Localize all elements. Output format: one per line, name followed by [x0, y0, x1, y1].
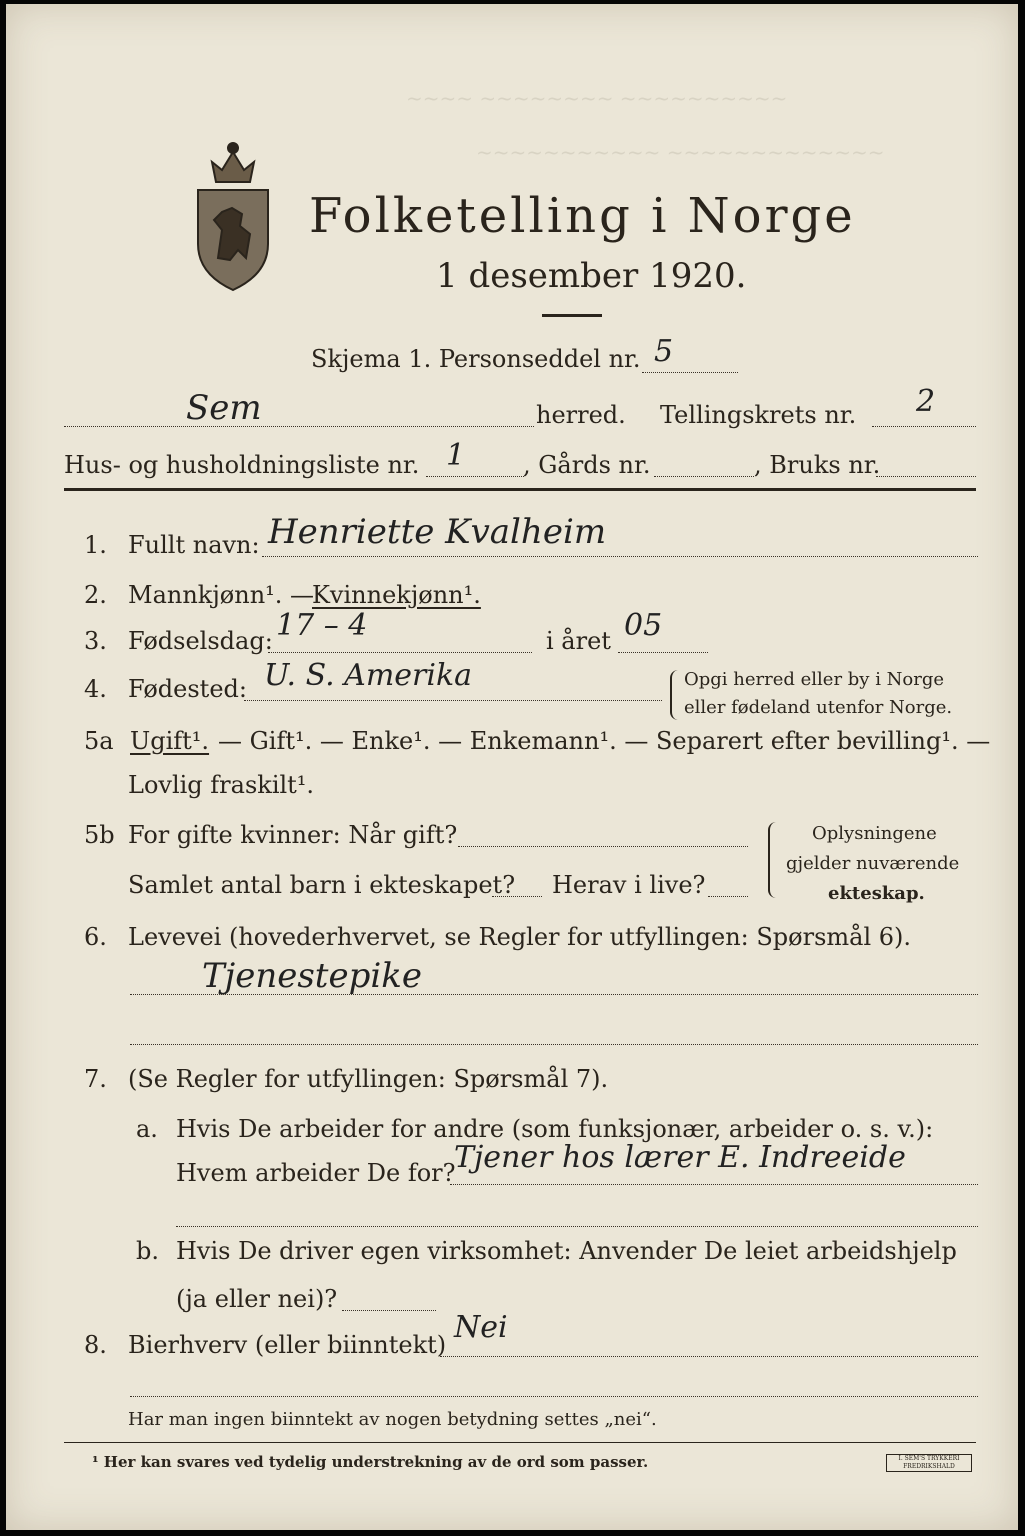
dotted-line: [262, 556, 978, 557]
q3-number: 3.: [84, 627, 107, 655]
q7-label: (Se Regler for utfyllingen: Spørsmål 7).: [128, 1065, 609, 1093]
year-label: i året: [546, 627, 611, 655]
birthplace-value[interactable]: U. S. Amerika: [264, 658, 473, 693]
birthplace-note-1: Opgi herred eller by i Norge: [684, 669, 945, 690]
q1-number: 1.: [84, 531, 107, 559]
header-rule: [64, 488, 976, 491]
dotted-line: [440, 1356, 978, 1357]
dotted-line: [618, 652, 708, 653]
q7b-number: b.: [136, 1237, 159, 1265]
form-title: Folketelling i Norge: [309, 188, 856, 244]
hired-help-label: (ja eller nei)?: [176, 1285, 338, 1313]
side-income-value[interactable]: Nei: [454, 1310, 508, 1345]
form-date: 1 desember 1920.: [436, 256, 747, 296]
dotted-line: [872, 426, 976, 427]
marriage-note-3: ekteskap.: [828, 883, 925, 904]
census-form-page: [6, 4, 1018, 1530]
q4-number: 4.: [84, 675, 107, 703]
q6-number: 6.: [84, 923, 107, 951]
dotted-line: [458, 846, 748, 847]
household-label: Hus- og husholdningsliste nr.: [64, 451, 420, 479]
dotted-line: [492, 896, 542, 897]
employer-label: Hvem arbeider De for?: [176, 1159, 456, 1187]
personseddel-number[interactable]: 5: [654, 334, 674, 369]
female-option[interactable]: Kvinnekjønn¹.: [312, 581, 481, 609]
birth-year-value[interactable]: 05: [624, 608, 663, 643]
marital-options[interactable]: — Gift¹. — Enke¹. — Enkemann¹. — Separert efter bevilling¹. —: [218, 727, 991, 755]
brace: [670, 670, 678, 720]
q1-label: Fullt navn:: [128, 531, 260, 559]
q7a-number: a.: [136, 1115, 158, 1143]
dotted-line: [176, 1226, 978, 1227]
dotted-line: [654, 476, 754, 477]
birthplace-note-2: eller fødeland utenfor Norge.: [684, 697, 953, 718]
married-when-label: For gifte kvinner: Når gift?: [128, 821, 458, 849]
divider: [542, 314, 602, 317]
male-option[interactable]: Mannkjønn¹. —: [128, 581, 315, 609]
occupation-value[interactable]: Tjenestepike: [202, 956, 422, 996]
dotted-line: [342, 1310, 436, 1311]
q5a-number: 5a: [84, 727, 114, 755]
dotted-line: [426, 476, 524, 477]
herred-value[interactable]: Sem: [186, 388, 262, 428]
dotted-line: [876, 476, 976, 477]
bruks-label: , Bruks nr.: [754, 451, 881, 479]
side-income-label: Bierhverv (eller biinntekt): [128, 1331, 447, 1359]
divorced-option[interactable]: Lovlig fraskilt¹.: [128, 771, 315, 799]
birthdate-label: Fødselsdag:: [128, 627, 273, 655]
dotted-line: [708, 896, 748, 897]
nei-note: Har man ingen biinntekt av nogen betydning settes „nei“.: [128, 1409, 657, 1430]
children-label: Samlet antal barn i ekteskapet?: [128, 871, 516, 899]
dotted-line: [130, 994, 978, 995]
tellingskrets-value[interactable]: 2: [916, 384, 936, 419]
footnote: ¹ Her kan svares ved tydelig understrekning av de ord som passer.: [92, 1453, 649, 1471]
employer-value[interactable]: Tjener hos lærer E. Indreeide: [454, 1140, 906, 1175]
occupation-label: Levevei (hovederhvervet, se Regler for utfyllingen: Spørsmål 6).: [128, 923, 912, 951]
bleed-through-text: ~~~~~~~~~~~ ~~~~~~~~~~~~~: [476, 140, 885, 164]
dotted-line: [130, 1044, 978, 1045]
gards-label: , Gårds nr.: [523, 451, 651, 479]
dotted-line: [130, 1396, 978, 1397]
dotted-line: [64, 426, 534, 427]
q7a-label: Hvis De arbeider for andre (som funksjonær, arbeider o. s. v.):: [176, 1115, 934, 1143]
q5b-number: 5b: [84, 821, 115, 849]
household-value[interactable]: 1: [446, 438, 466, 473]
marriage-note-1: Oplysningene: [812, 823, 937, 844]
footnote-rule: [64, 1442, 976, 1443]
alive-label: Herav i live?: [552, 871, 706, 899]
full-name-value[interactable]: Henriette Kvalheim: [268, 512, 607, 552]
marriage-note-2: gjelder nuværende: [786, 853, 960, 874]
q8-number: 8.: [84, 1331, 107, 1359]
dotted-line: [450, 1184, 978, 1185]
dotted-line: [642, 372, 738, 373]
q7b-label: Hvis De driver egen virksomhet: Anvender De leiet arbeidshjelp: [176, 1237, 957, 1265]
herred-label: herred.: [536, 401, 626, 429]
unmarried-option[interactable]: Ugift¹.: [130, 727, 210, 755]
q2-number: 2.: [84, 581, 107, 609]
norwegian-coat-of-arms-icon: [192, 134, 274, 294]
birthplace-label: Fødested:: [128, 675, 247, 703]
dotted-line: [244, 700, 662, 701]
tellingskrets-label: Tellingskrets nr.: [660, 401, 857, 429]
q7-number: 7.: [84, 1065, 107, 1093]
birthdate-value[interactable]: 17 – 4: [276, 608, 368, 643]
printer-stamp: I. SEM'S TRYKKERI FREDRIKSHALD: [886, 1454, 972, 1472]
schema-label: Skjema 1. Personseddel nr.: [311, 345, 641, 373]
brace: [768, 822, 778, 898]
dotted-line: [268, 652, 532, 653]
bleed-through-text: ~~~~ ~~~~~~~~ ~~~~~~~~~~: [406, 86, 788, 110]
